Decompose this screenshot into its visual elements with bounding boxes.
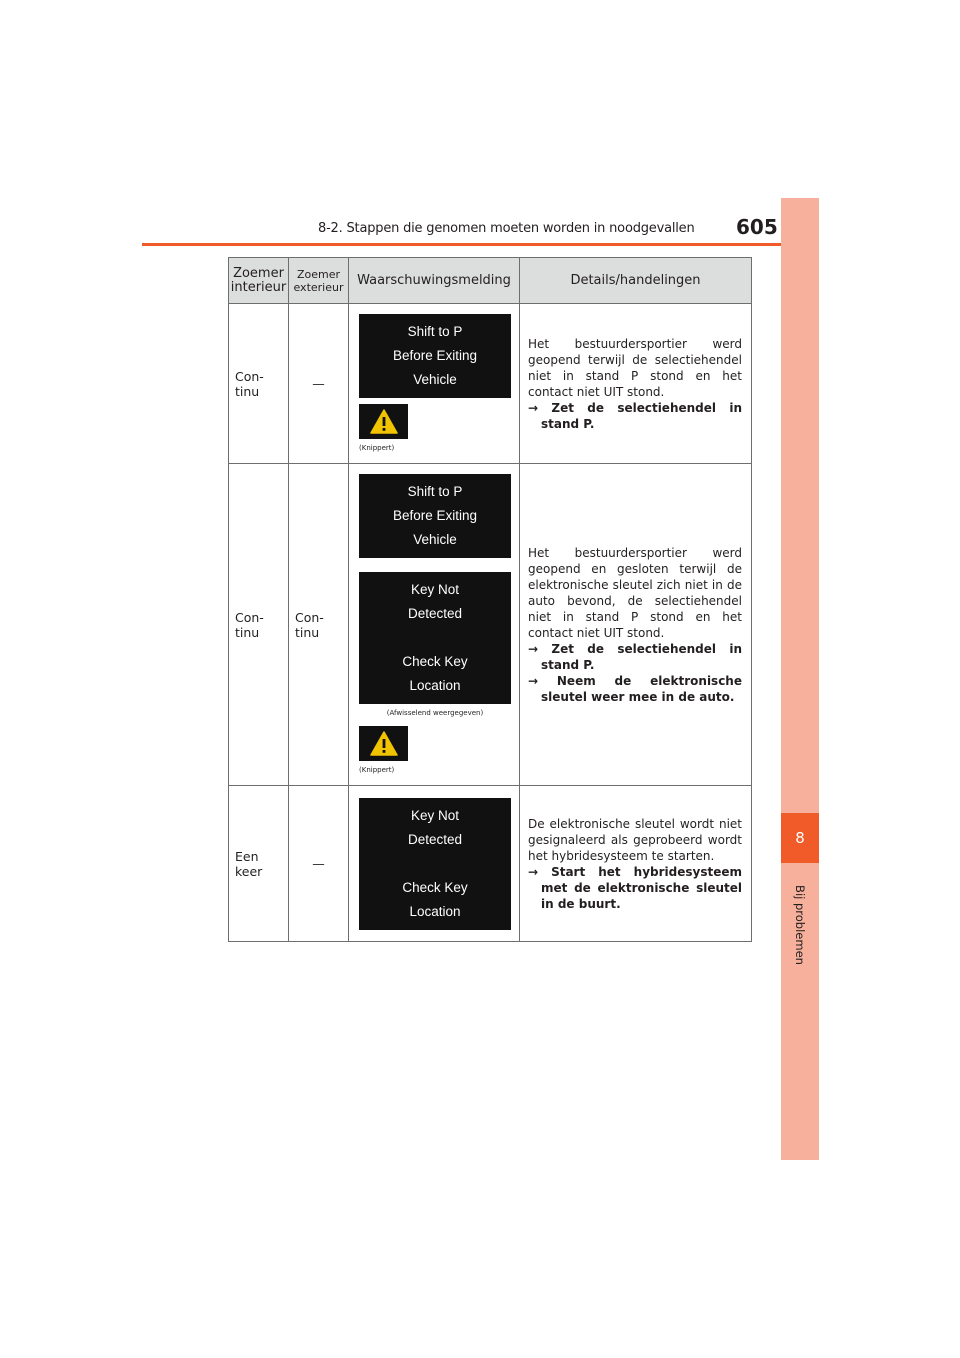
details-text: Het bestuurdersportier werd geopend en gesloten terwijl de elektronische sleutel zich niet in de auto bevond, de selectiehendel niet in stand P stond en het contact niet UIT stond. (528, 545, 742, 640)
interior-buzzer-cell: Een keer (229, 786, 289, 942)
exterior-buzzer-cell: — (289, 304, 349, 464)
interior-buzzer-cell: Con- tinu (229, 464, 289, 786)
blink-caption: (Knippert) (359, 444, 395, 452)
header-interior-buzzer: Zoemer interieur (229, 258, 289, 304)
exterior-buzzer-cell: Con- tinu (289, 464, 349, 786)
page-header-title: 8-2. Stappen die genomen moeten worden in noodgevallen (318, 221, 695, 236)
blink-caption: (Knippert) (359, 766, 395, 774)
table-row (229, 304, 752, 464)
chapter-label-text: Bij problemen (793, 885, 808, 965)
side-tab (781, 198, 819, 1160)
display-line: Before Exiting (392, 508, 478, 523)
display-line: Check Key (402, 879, 468, 895)
display-line: Key Not (410, 582, 460, 597)
table-row (229, 786, 752, 942)
header-details: Details/handelingen (520, 258, 752, 304)
display-line: Vehicle (413, 532, 457, 547)
table-row (229, 464, 752, 786)
action-item: → Zet de selectiehendel in stand P. (528, 400, 742, 431)
details-cell (520, 464, 752, 786)
warning-table (228, 257, 752, 942)
warning-light (359, 726, 408, 761)
display-line: Detected (407, 606, 463, 621)
display-line: Check Key (402, 654, 468, 669)
interior-buzzer-cell: Con- tinu (229, 304, 289, 464)
details-cell (520, 786, 752, 942)
action-item: → Neem de elektronische sleutel weer mee in de auto. (528, 673, 742, 704)
chapter-label (785, 880, 815, 970)
exterior-buzzer-cell: — (289, 786, 349, 942)
warning-triangle-icon (370, 731, 398, 756)
display-line: Vehicle (413, 372, 457, 387)
warning-message-cell (349, 786, 520, 942)
warning-message-cell (349, 464, 520, 786)
alternate-caption: (Afwisselend weergegeven) (386, 709, 484, 717)
display-line: Before Exiting (392, 348, 478, 363)
display-line: Shift to P (407, 484, 463, 499)
display-line: Key Not (410, 807, 460, 823)
display-panel-key-not-detected (359, 798, 511, 930)
action-item: → Start het hybridesysteem met de elektronische sleutel in de buurt. (528, 864, 742, 911)
warning-light (359, 404, 408, 439)
display-line: Location (409, 903, 461, 919)
details-cell (520, 304, 752, 464)
display-line: Detected (407, 831, 463, 847)
display-panel-shift-to-p (359, 474, 511, 558)
display-line: Location (409, 678, 461, 693)
table-header-row (229, 258, 752, 304)
display-panel-shift-to-p (359, 314, 511, 398)
details-text: De elektronische sleutel wordt niet gesignaleerd als geprobeerd wordt het hybridesysteem te starten. (528, 816, 742, 863)
details-text: Het bestuurdersportier werd geopend terwijl de selectiehendel niet in stand P stond en het contact niet UIT stond. (528, 336, 742, 399)
warning-message-cell (349, 304, 520, 464)
header-rule (142, 243, 818, 246)
display-panel-key-not-detected (359, 572, 511, 704)
action-item: → Zet de selectiehendel in stand P. (528, 641, 742, 672)
chapter-number: 8 (781, 813, 819, 863)
display-line: Shift to P (407, 324, 463, 339)
header-exterior-buzzer: Zoemer exterieur (289, 258, 349, 304)
header-warning-message: Waarschuwingsmelding (349, 258, 520, 304)
page-number: 605 (736, 215, 778, 239)
warning-triangle-icon (370, 409, 398, 434)
